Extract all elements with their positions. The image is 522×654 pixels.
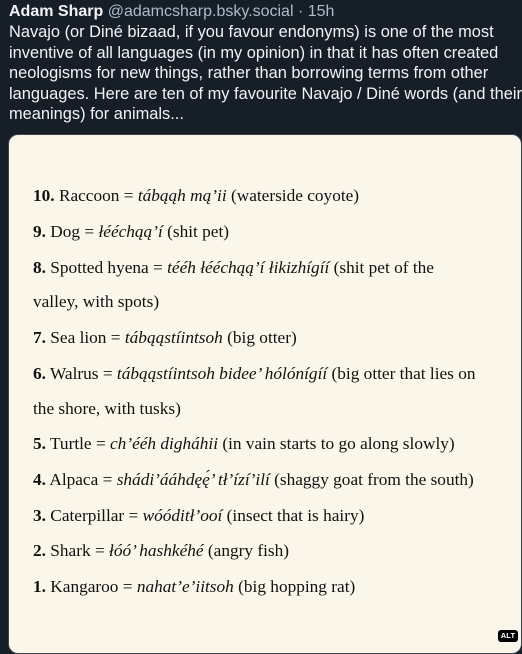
navajo-word: tééh łééchąą’í łikizhígíí — [167, 258, 330, 277]
item-number: 4. — [33, 470, 46, 489]
post-text-line: neologisms for new things, rather than borrowing terms from other — [9, 64, 489, 83]
animal-name: Alpaca — [49, 470, 99, 489]
word-line — [33, 257, 434, 279]
animal-name: Turtle — [49, 434, 92, 453]
animal-name: Raccoon — [58, 186, 120, 205]
navajo-word: ch’ééh digháhii — [110, 434, 218, 453]
post-text-line: meanings) for animals... — [9, 105, 184, 124]
equals-sign: = — [102, 364, 113, 383]
post-text-line: languages. Here are ten of my favourite Navajo / Diné words (and their — [9, 84, 522, 103]
item-number: 6. — [33, 364, 46, 383]
header-separator: · — [297, 3, 304, 20]
navajo-word: wóóditł’ooí — [142, 506, 223, 525]
word-meaning: (big hopping rat) — [238, 577, 356, 596]
post-text-line: Navajo (or Diné bizaad, if you favour endonyms) is one of the most — [9, 23, 494, 41]
equals-sign: = — [94, 541, 105, 560]
word-meaning: valley, with spots) — [33, 292, 160, 311]
word-meaning: (shit pet) — [167, 222, 230, 241]
animal-name: Walrus — [49, 364, 99, 383]
equals-sign: = — [153, 258, 163, 277]
word-meaning: (shit pet of the — [333, 258, 434, 277]
post-timestamp[interactable]: 15h — [307, 3, 335, 20]
animal-name: Shark — [50, 541, 91, 560]
item-number: 7. — [33, 328, 46, 347]
item-number: 1. — [33, 577, 46, 596]
word-meaning: (big otter that lies on — [331, 364, 476, 383]
equals-sign: = — [102, 470, 113, 489]
author-handle[interactable]: @adamcsharp.bsky.social — [107, 3, 294, 20]
post-text — [9, 22, 522, 125]
word-meaning: (in vain starts to go along slowly) — [222, 434, 455, 453]
item-number: 10. — [33, 186, 55, 205]
word-line — [33, 363, 476, 385]
word-line-continuation — [33, 398, 181, 420]
word-line — [33, 576, 355, 598]
word-meaning: (waterside coyote) — [230, 186, 360, 205]
word-line — [33, 469, 474, 491]
navajo-word: shádi’ááhdęę́’ tł’ízí’ilí — [116, 470, 270, 489]
word-meaning: (shaggy goat from the south) — [274, 470, 474, 489]
navajo-word: tábąąh mą’ii — [137, 186, 227, 205]
item-number: 5. — [33, 434, 46, 453]
word-meaning: (angry fish) — [207, 541, 290, 560]
word-line — [33, 221, 229, 243]
word-meaning: the shore, with tusks) — [33, 399, 181, 418]
navajo-word: nahat’e’iitsoh — [136, 577, 234, 596]
navajo-word: łóó’ hashkéhé — [109, 541, 204, 560]
item-number: 8. — [33, 258, 46, 277]
navajo-word: tábąąstíintsoh — [124, 328, 223, 347]
equals-sign: = — [128, 506, 139, 525]
animal-name: Caterpillar — [50, 506, 125, 525]
word-line — [33, 185, 359, 207]
equals-sign: = — [122, 577, 133, 596]
animal-name: Kangaroo — [50, 577, 119, 596]
word-line — [33, 540, 289, 562]
animal-name: Sea lion — [50, 328, 107, 347]
word-line — [33, 327, 297, 349]
alt-text-badge[interactable]: ALT — [498, 630, 518, 642]
author-name[interactable]: Adam Sharp — [9, 3, 104, 20]
equals-sign: = — [95, 434, 106, 453]
equals-sign: = — [84, 222, 95, 241]
equals-sign: = — [110, 328, 121, 347]
word-line-continuation — [33, 291, 159, 313]
navajo-word: tábąąstíintsoh bidee’ hólónígíí — [116, 364, 328, 383]
animal-name: Spotted hyena — [50, 258, 149, 277]
post-text-line: inventive of all languages (in my opinion) in that it has often created — [9, 43, 499, 62]
item-number: 2. — [33, 541, 46, 560]
animal-name: Dog — [50, 222, 81, 241]
word-meaning: (big otter) — [227, 328, 297, 347]
post-header — [9, 1, 516, 23]
post-image[interactable] — [8, 134, 522, 654]
navajo-word: łééchąą’í — [98, 222, 163, 241]
word-line — [33, 433, 455, 455]
item-number: 3. — [33, 506, 46, 525]
equals-sign: = — [123, 186, 134, 205]
word-line — [33, 505, 364, 527]
word-meaning: (insect that is hairy) — [226, 506, 365, 525]
item-number: 9. — [33, 222, 46, 241]
